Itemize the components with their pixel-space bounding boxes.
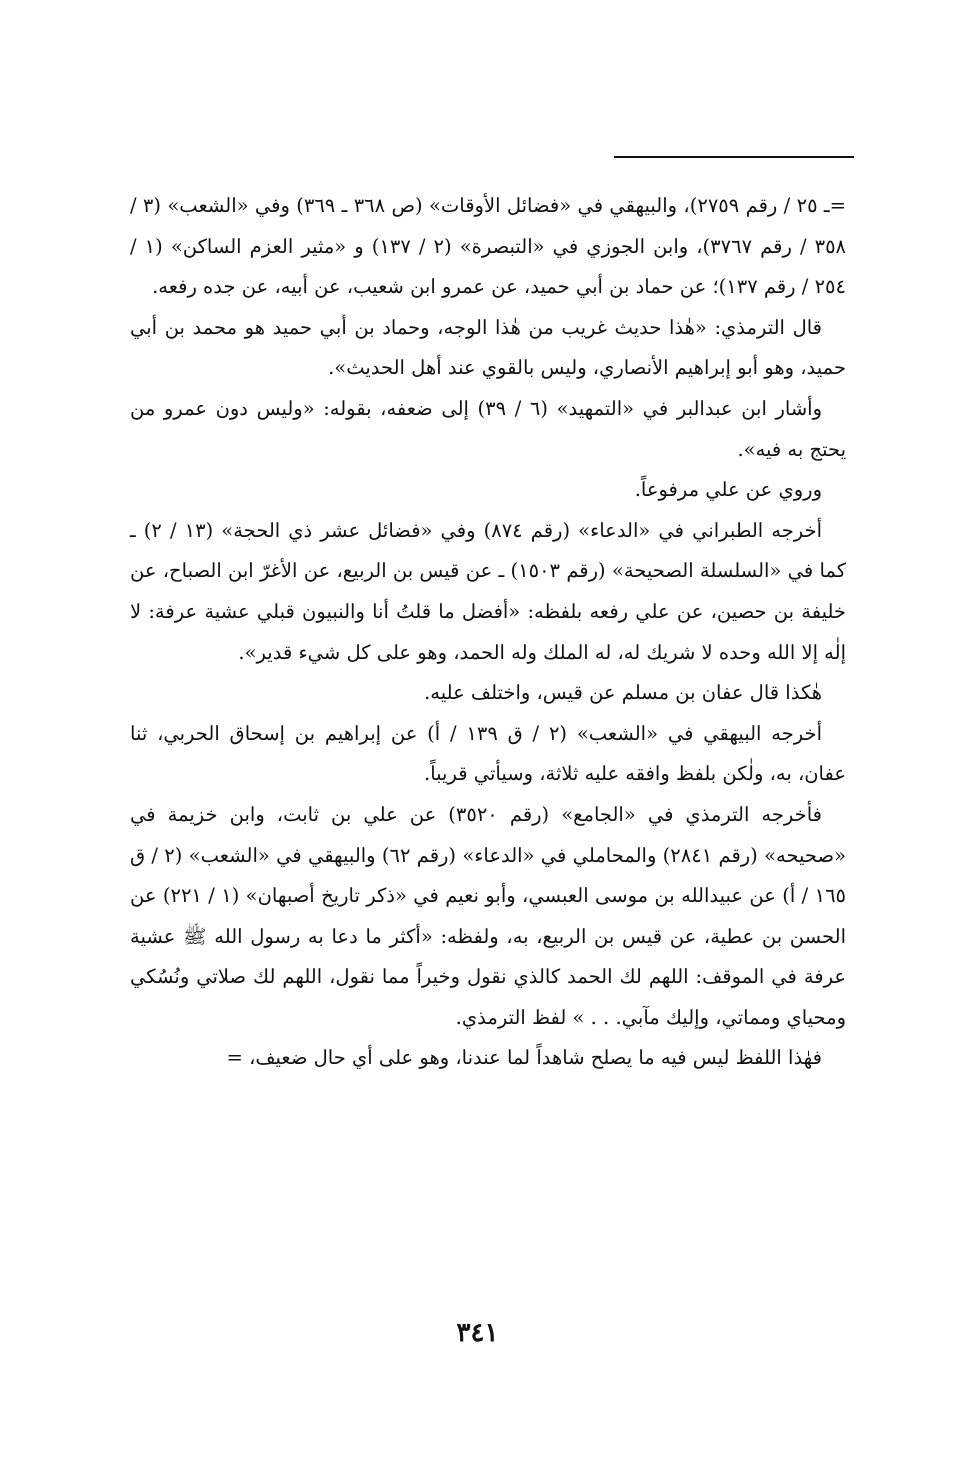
footnote-separator-line — [614, 156, 854, 158]
footnote-paragraph-5: أخرجه الطبراني في «الدعاء» (رقم ٨٧٤) وفي «فضائل عشر ذي الحجة» (١٣ / ٢) ـ كما في «السلسلة الصحيحة» (رقم ١٥٠٣) ـ عن قيس بن الربيع، عن الأغرّ ابن الصباح، عن خليفة بن حصين، عن علي رفعه بلفظه: «أفضل ما قلتُ أنا والنبيون قبلي عشية عرفة: لا إلٰه إلا الله وحده لا شريك له، له الملك وله الحمد، وهو على كل شيء قدير». — [130, 518, 846, 664]
footnote-paragraph-8: فأخرجه الترمذي في «الجامع» (رقم ٣٥٢٠) عن علي بن ثابت، وابن خزيمة في «صحيحه» (رقم ٢٨٤١) والمحاملي في «الدعاء» (رقم ٦٢) والبيهقي في «الشعب» (٢ / ق ١٦٥ / أ) عن عبيدالله بن موسى العبسي، وأبو نعيم في «ذكر تاريخ أصبهان» (١ / ٢٢١) عن الحسن بن عطية، عن قيس بن الربيع، به، ولفظه: «أكثر ما دعا به رسول الله ﷺ عشية عرفة في الموقف: اللهم لك الحمد كالذي نقول وخيراً مما نقول، اللهم لك صلاتي ونُسُكي ومحياي ومماتي، وإليك مآبي. . . » لفظ الترمذي. — [130, 802, 847, 1029]
footnote-paragraph-4: وروي عن علي مرفوعاً. — [634, 478, 822, 502]
page-number: ٣٤١ — [456, 1318, 499, 1348]
footnote-paragraph-3: وأشار ابن عبدالبر في «التمهيد» (٦ / ٣٩) إلى ضعفه، بقوله: «وليس دون عمرو من يحتج به فيه». — [130, 396, 846, 461]
footnote-text-block — [130, 186, 846, 1079]
footnote-paragraph-1: =ـ ٢٥ / رقم ٢٧٥٩)، والبيهقي في «فضائل الأوقات» (ص ٣٦٨ ـ ٣٦٩) وفي «الشعب» (٣ / ٣٥٨ / رقم ٣٧٦٧)، وابن الجوزي في «التبصرة» (٢ / ١٣٧) و «مثير العزم الساكن» (١ / ٢٥٤ / رقم ١٣٧)؛ عن حماد بن أبي حميد، عن عمرو ابن شعيب، عن أبيه، عن جده رفعه. — [130, 194, 847, 299]
footnote-paragraph-9: فهٰذا اللفظ ليس فيه ما يصلح شاهداً لما عندنا، وهو على أي حال ضعيف، = — [226, 1046, 822, 1070]
footnote-paragraph-2: قال الترمذي: «هٰذا حديث غريب من هٰذا الوجه، وحماد بن أبي حميد هو محمد بن أبي حميد، وهو أبو إبراهيم الأنصاري، وليس بالقوي عند أهل الحديث». — [130, 315, 846, 380]
footnote-paragraph-7: أخرجه البيهقي في «الشعب» (٢ / ق ١٣٩ / أ) عن إبراهيم بن إسحاق الحربي، ثنا عفان، به، ولٰكن بلفظ وافقه عليه ثلاثة، وسيأتي قريباً. — [130, 721, 846, 786]
footnote-paragraph-6: هٰكذا قال عفان بن مسلم عن قيس، واختلف عليه. — [424, 681, 822, 705]
